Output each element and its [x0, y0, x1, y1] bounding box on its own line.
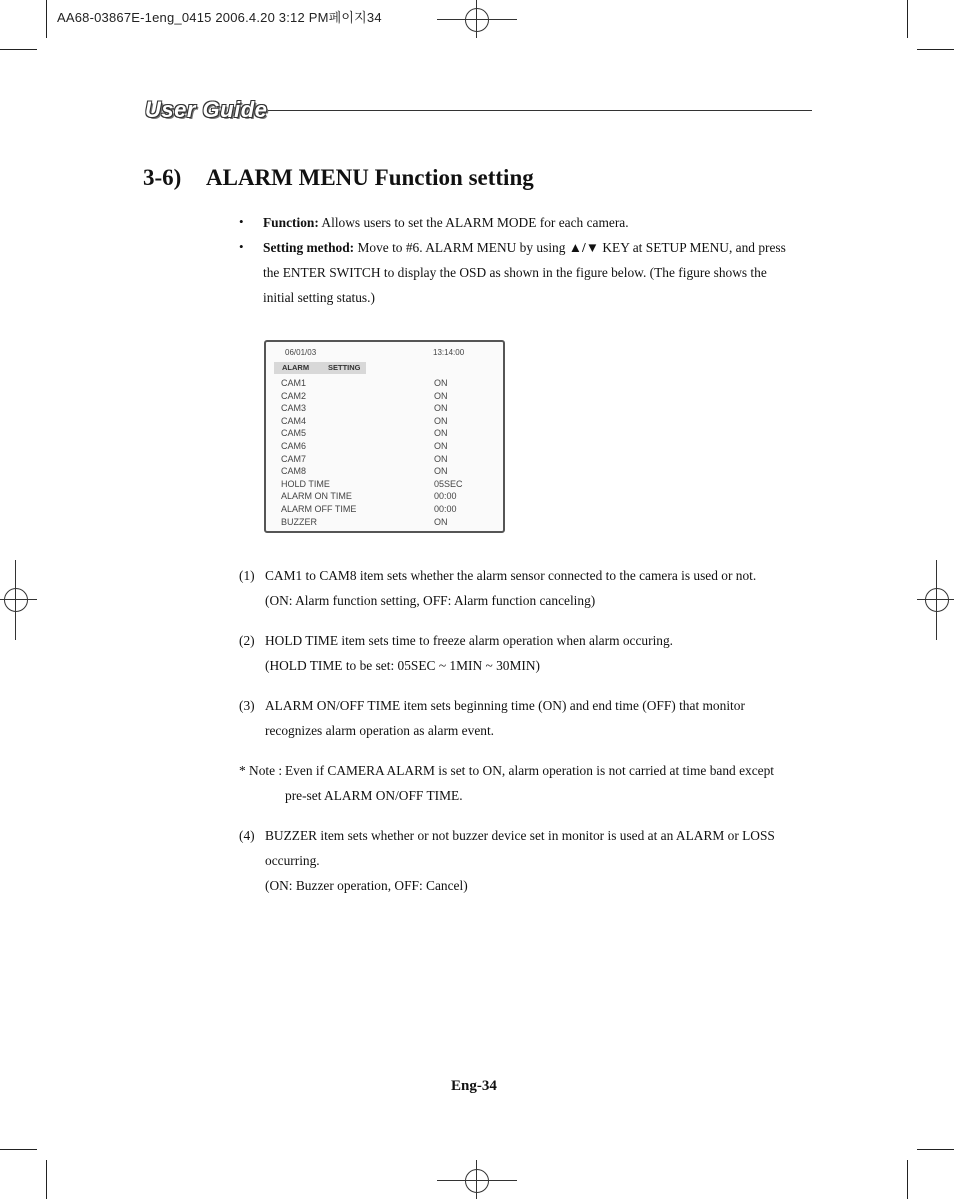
bullet-function	[263, 210, 629, 235]
item-number: (3)	[239, 698, 255, 713]
bullet-text-line: the ENTER SWITCH to display the OSD as shown in the figure below. (The figure shows the	[263, 265, 767, 280]
osd-row: HOLD TIME 05SEC	[281, 478, 463, 489]
item-2-line-2: (HOLD TIME to be set: 05SEC ~ 1MIN ~ 30MIN)	[265, 658, 540, 673]
print-slug: AA68-03867E-1eng_0415 2006.4.20 3:12 PM페이지34	[57, 10, 382, 25]
osd-row: CAM1 ON	[281, 378, 448, 388]
crop-mark-top-right-v	[907, 0, 908, 38]
page-number: Eng-34	[451, 1078, 497, 1094]
osd-row: CAM4 ON	[281, 415, 448, 426]
osd-header-tabs	[274, 362, 366, 374]
osd-row: ALARM ON TIME 00:00	[281, 491, 457, 502]
bullet-label: Setting method:	[263, 240, 355, 255]
item-3-line-1: ALARM ON/OFF TIME item sets beginning time (ON) and end time (OFF) that monitor	[265, 698, 745, 713]
osd-row: BUZZER ON	[281, 516, 448, 527]
bullet-icon: •	[239, 214, 244, 229]
osd-row: CAM2 ON	[281, 390, 448, 401]
osd-date: 06/01/03	[285, 348, 317, 357]
section-number: 3-6)	[143, 165, 182, 190]
item-number: (4)	[239, 828, 255, 843]
osd-row: CAM3 ON	[281, 403, 448, 414]
item-1-line-2: (ON: Alarm function setting, OFF: Alarm function canceling)	[265, 593, 596, 608]
crop-mark-top-left-v	[46, 0, 47, 38]
item-2-line-1: HOLD TIME item sets time to freeze alarm operation when alarm occuring.	[265, 633, 674, 648]
crop-mark-bottom-right-h	[917, 1149, 954, 1150]
item-1-line-1: CAM1 to CAM8 item sets whether the alarm sensor connected to the camera is used or not.	[265, 568, 757, 583]
item-number: (1)	[239, 568, 255, 583]
up-down-arrows-icon: ▲/▼	[568, 240, 600, 255]
bullet-setting-method	[263, 235, 786, 260]
item-number: (2)	[239, 633, 255, 648]
crop-mark-bottom-left-v	[46, 1160, 47, 1199]
crop-mark-top-right-h	[917, 49, 954, 50]
crop-mark-bottom-left-h	[0, 1149, 37, 1150]
header-rule	[268, 110, 812, 111]
crop-mark-bottom-right-v	[907, 1160, 908, 1199]
item-3-line-2: recognizes alarm operation as alarm event.	[265, 723, 495, 738]
osd-row: CAM8 ON	[281, 466, 448, 477]
bullet-text: Allows users to set the ALARM MODE for each camera.	[321, 215, 629, 230]
bullet-label: Function:	[263, 215, 319, 230]
osd-tab-alarm: ALARM	[282, 363, 310, 372]
bullet-text-line: initial setting status.)	[263, 290, 375, 305]
note-prefix: * Note :	[239, 763, 283, 778]
osd-row: CAM7 ON	[281, 453, 448, 464]
item-4-line-1: BUZZER item sets whether or not buzzer device set in monitor is used at an ALARM or LOSS	[265, 828, 775, 843]
bullet-text: KEY at SETUP MENU, and press	[599, 240, 786, 255]
bullet-icon: •	[239, 239, 244, 254]
item-4-line-3: (ON: Buzzer operation, OFF: Cancel)	[265, 878, 468, 893]
crop-mark-top-left-h	[0, 49, 37, 50]
osd-row: CAM5 ON	[281, 428, 448, 439]
bullet-text: Move to #6. ALARM MENU by using	[357, 240, 569, 255]
user-guide-logo: User Guide	[145, 97, 268, 122]
osd-time: 13:14:00	[433, 348, 465, 357]
osd-tab-setting: SETTING	[328, 363, 361, 372]
osd-row: ALARM OFF TIME 00:00	[281, 504, 457, 514]
note-line-2: pre-set ALARM ON/OFF TIME.	[285, 788, 463, 803]
osd-alarm-menu-figure	[264, 340, 505, 533]
item-4-line-2: occurring.	[265, 853, 320, 868]
section-title	[143, 165, 534, 191]
section-title-text: ALARM MENU Function setting	[206, 165, 534, 190]
note-line-1: Even if CAMERA ALARM is set to ON, alarm operation is not carried at time band except	[285, 763, 775, 778]
osd-row: CAM6 ON	[281, 441, 448, 451]
